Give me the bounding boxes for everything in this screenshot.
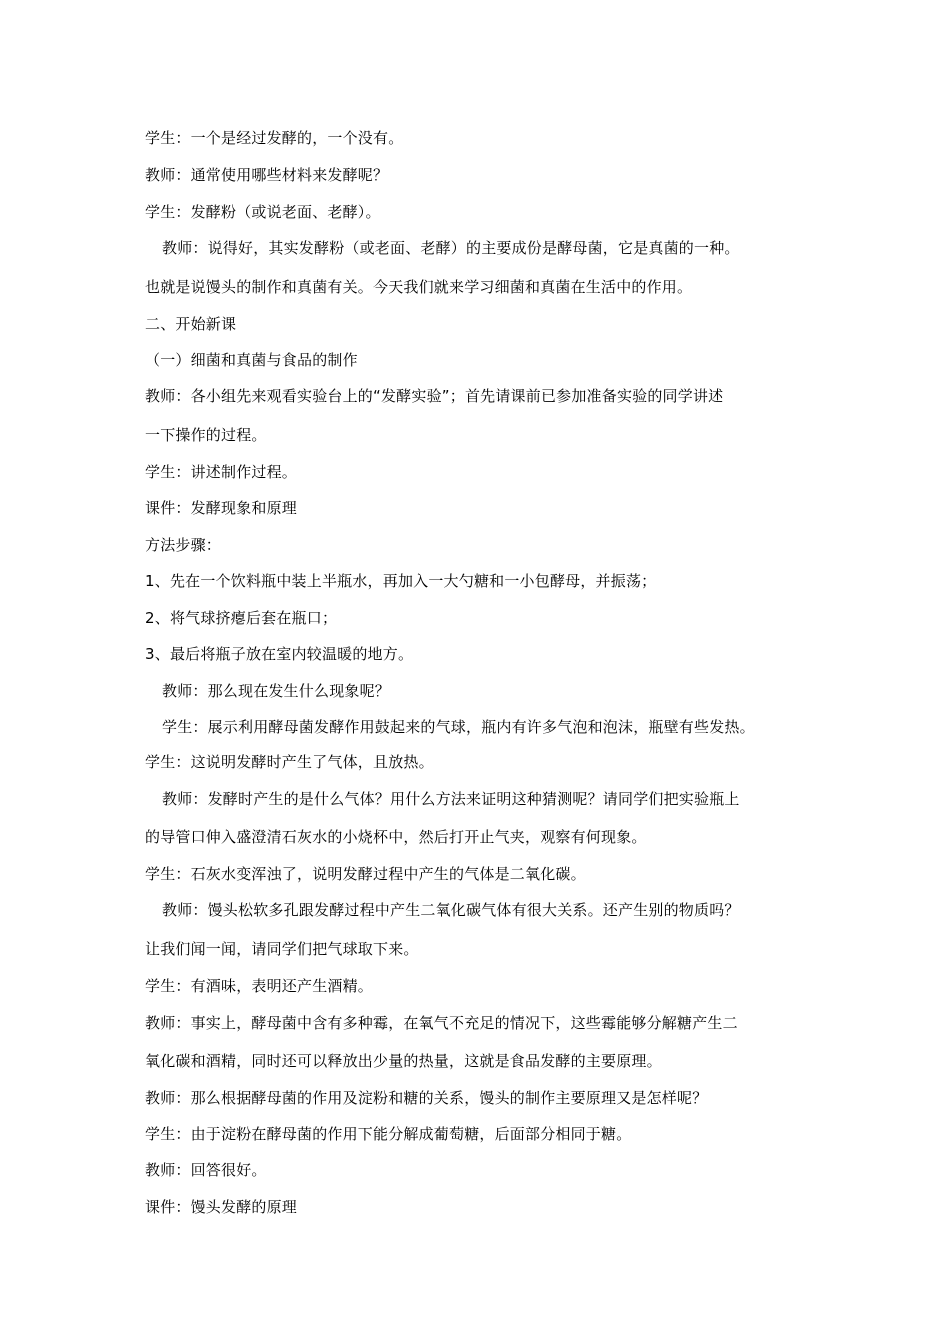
- text-line: 让我们闻一闻，请同学们把气球取下来。: [145, 940, 419, 958]
- list-item: 2、将气球挤瘪后套在瓶口；: [145, 609, 338, 627]
- text-line: 课件：发酵现象和原理: [145, 499, 298, 517]
- text-line: 教师：那么现在发生什么现象呢？: [162, 682, 391, 700]
- text-line: 学生：展示利用酵母菌发酵作用鼓起来的气球，瓶内有许多气泡和泡沫，瓶壁有些发热。: [162, 718, 755, 736]
- list-item: 3、最后将瓶子放在室内较温暖的地方。: [145, 645, 414, 663]
- text-line: 学生：由于淀粉在酵母菌的作用下能分解成葡萄糖，后面部分相同于糖。: [145, 1125, 632, 1143]
- text-line: 学生：这说明发酵时产生了气体，且放热。: [145, 753, 434, 771]
- text-line: 学生：发酵粉（或说老面、老酵）。: [145, 203, 381, 221]
- text-line: 也就是说馒头的制作和真菌有关。今天我们就来学习细菌和真菌在生活中的作用。: [145, 278, 693, 296]
- text-line: 教师：馒头松软多孔跟发酵过程中产生二氧化碳气体有很大关系。还产生别的物质吗？: [162, 901, 740, 919]
- text-line: 教师：说得好，其实发酵粉（或老面、老酵）的主要成份是酵母菌，它是真菌的一种。: [162, 239, 740, 257]
- section-heading: 二、开始新课: [145, 315, 237, 333]
- text-line: 的导管口伸入盛澄清石灰水的小烧杯中，然后打开止气夹，观察有何现象。: [145, 828, 647, 846]
- text-line: 教师：发酵时产生的是什么气体？用什么方法来证明这种猜测呢？请同学们把实验瓶上: [162, 790, 740, 808]
- text-line: 教师：回答很好。: [145, 1161, 267, 1179]
- subsection-heading: （一）细菌和真菌与食品的制作: [145, 351, 358, 369]
- text-line: 学生：石灰水变浑浊了，说明发酵过程中产生的气体是二氧化碳。: [145, 865, 586, 883]
- text-line: 氧化碳和酒精，同时还可以释放出少量的热量，这就是食品发酵的主要原理。: [145, 1052, 662, 1070]
- text-line: 方法步骤：: [145, 536, 222, 554]
- text-line: 学生：一个是经过发酵的，一个没有。: [145, 129, 404, 147]
- text-line: 一下操作的过程。: [145, 426, 267, 444]
- list-item: 1、先在一个饮料瓶中装上半瓶水，再加入一大勺糖和一小包酵母，并振荡；: [145, 572, 657, 590]
- text-line: 学生：讲述制作过程。: [145, 463, 298, 481]
- text-line: 学生：有酒味，表明还产生酒精。: [145, 977, 374, 995]
- text-line: 教师：通常使用哪些材料来发酵呢？: [145, 166, 389, 184]
- text-line: 课件：馒头发酵的原理: [145, 1198, 298, 1216]
- text-line: 教师：那么根据酵母菌的作用及淀粉和糖的关系，馒头的制作主要原理又是怎样呢？: [145, 1089, 708, 1107]
- text-line: 教师：事实上，酵母菌中含有多种霉，在氧气不充足的情况下，这些霉能够分解糖产生二: [145, 1014, 738, 1032]
- text-line: 教师：各小组先来观看实验台上的“发酵实验”；首先请课前已参加准备实验的同学讲述: [145, 387, 724, 405]
